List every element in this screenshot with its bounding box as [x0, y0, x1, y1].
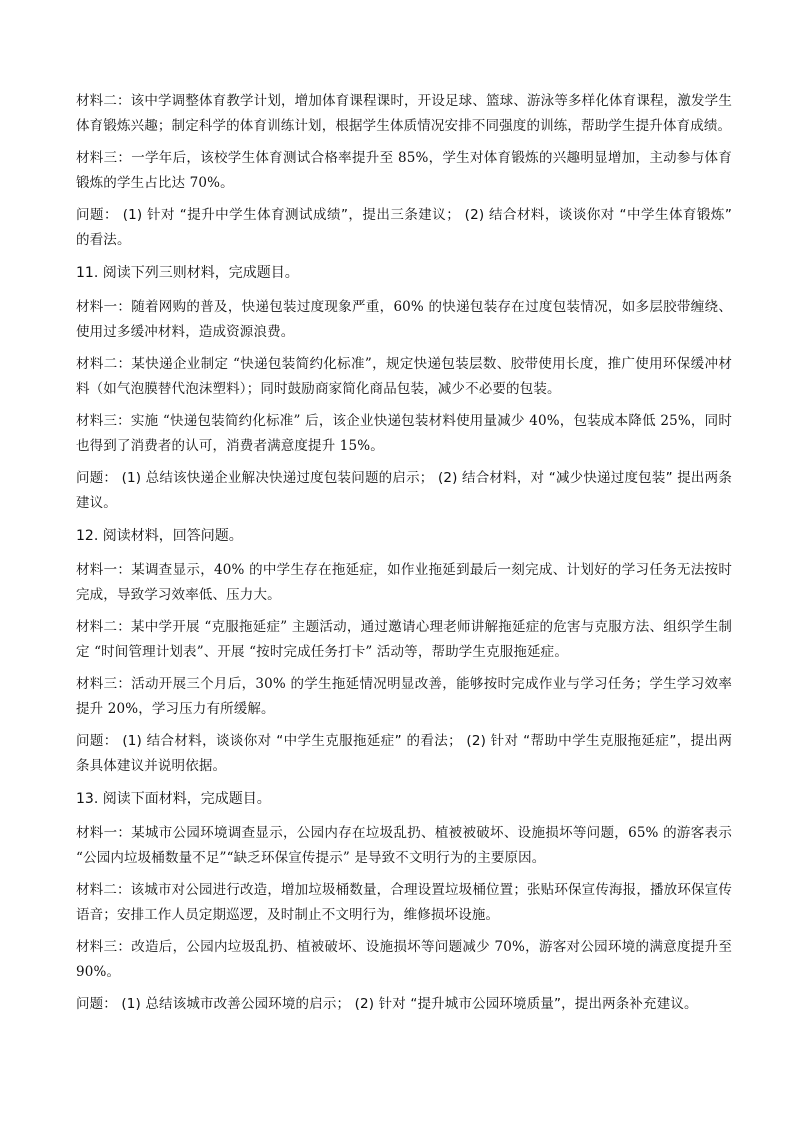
- question-13: [76, 787, 732, 1017]
- material-1: 材料一：某城市公园环境调查显示，公园内存在垃圾乱扔、植被被破坏、设施损坏等问题，65% 的游客表示 “公园内垃圾桶数量不足”“缺乏环保宣传提示” 是导致不文明行为的主要原因。: [76, 825, 732, 866]
- question-12: [76, 524, 732, 779]
- document-page: [76, 89, 732, 1025]
- question-heading: 12. 阅读材料，回答问题。: [76, 528, 243, 544]
- question-10: [76, 89, 732, 253]
- material-3: 材料三：一学年后，该校学生体育测试合格率提升至 85%，学生对体育锻炼的兴趣明显增加，主动参与体育锻炼的学生占比达 70%。: [76, 150, 732, 191]
- question-prompt: 问题： (1) 总结该城市改善公园环境的启示； (2) 针对 “提升城市公园环境质量”，提出两条补充建议。: [76, 996, 698, 1012]
- material-2: 材料二：该城市对公园进行改造，增加垃圾桶数量，合理设置垃圾桶位置；张贴环保宣传海报，播放环保宣传语音；安排工作人员定期巡逻，及时制止不文明行为，维修损坏设施。: [76, 882, 732, 923]
- material-2: 材料二：某中学开展 “克服拖延症” 主题活动，通过邀请心理老师讲解拖延症的危害与克服方法、组织学生制定 “时间管理计划表”、开展 “按时完成任务打卡” 活动等，帮助学生克服拖延症。: [76, 619, 732, 660]
- question-heading: 13. 阅读下面材料，完成题目。: [76, 791, 271, 807]
- material-1: 材料一：某调查显示，40% 的中学生存在拖延症，如作业拖延到最后一刻完成、计划好的学习任务无法按时完成，导致学习效率低、压力大。: [76, 562, 732, 603]
- material-2: 材料二：该中学调整体育教学计划，增加体育课程课时，开设足球、篮球、游泳等多样化体育课程，激发学生体育锻炼兴趣；制定科学的体育训练计划，根据学生体质情况安排不同强度的训练，帮助学生提升体育成绩。: [76, 93, 732, 134]
- question-heading: 11. 阅读下列三则材料，完成题目。: [76, 265, 299, 281]
- question-prompt: 问题： (1) 总结该快递企业解决快递过度包装问题的启示； (2) 结合材料，对 “减少快递过度包装” 提出两条建议。: [76, 470, 732, 511]
- question-prompt: 问题： (1) 针对 “提升中学生体育测试成绩”，提出三条建议； (2) 结合材料，谈谈你对 “中学生体育锻炼” 的看法。: [76, 207, 732, 248]
- material-3: 材料三：活动开展三个月后，30% 的学生拖延情况明显改善，能够按时完成作业与学习任务；学生学习效率提升 20%，学习压力有所缓解。: [76, 676, 732, 717]
- material-3: 材料三：改造后，公园内垃圾乱扔、植被破坏、设施损坏等问题减少 70%，游客对公园环境的满意度提升至 90%。: [76, 939, 732, 980]
- material-2: 材料二：某快递企业制定 “快递包装简约化标准”，规定快递包装层数、胶带使用长度，推广使用环保缓冲材料（如气泡膜替代泡沫塑料）；同时鼓励商家简化商品包装，减少不必要的包装。: [76, 356, 732, 397]
- material-1: 材料一：随着网购的普及，快递包装过度现象严重，60% 的快递包装存在过度包装情况，如多层胶带缠绕、使用过多缓冲材料，造成资源浪费。: [76, 299, 732, 340]
- material-3: 材料三：实施 “快递包装简约化标准” 后，该企业快递包装材料使用量减少 40%，包装成本降低 25%，同时也得到了消费者的认可，消费者满意度提升 15%。: [76, 413, 732, 454]
- question-11: [76, 261, 732, 516]
- question-prompt: 问题： (1) 结合材料，谈谈你对 “中学生克服拖延症” 的看法； (2) 针对 “帮助中学生克服拖延症”，提出两条具体建议并说明依据。: [76, 733, 732, 774]
